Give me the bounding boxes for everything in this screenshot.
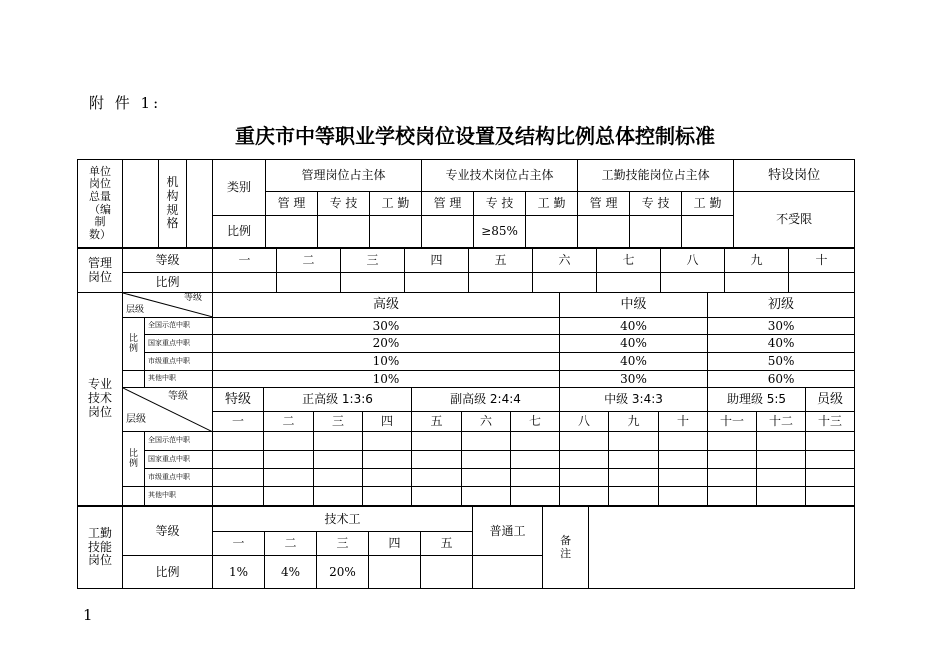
- service-posts-label: 工勤 技能 岗位: [78, 507, 123, 589]
- ratio-cell: 40%: [560, 335, 708, 353]
- school-type: 其他中职: [145, 487, 213, 506]
- sub-category: 工 勤: [526, 192, 578, 216]
- ratio-cell: 10%: [213, 353, 560, 371]
- management-posts-table: [77, 248, 855, 293]
- school-type: 国家重点中职: [145, 451, 213, 469]
- ratio-vertical-label: 比 例: [123, 432, 145, 487]
- document-title: 重庆市中等职业学校岗位设置及结构比例总体控制标准: [235, 124, 715, 148]
- group-service: 工勤技能岗位占主体: [578, 160, 734, 192]
- level-cell: 七: [511, 412, 560, 432]
- ratio-cell: [213, 273, 277, 293]
- ratio-cell: [341, 273, 405, 293]
- level-cell: 五: [412, 412, 462, 432]
- category-label: 类别: [213, 160, 266, 216]
- level-cell: 三: [314, 412, 363, 432]
- blank-cell: [123, 371, 145, 388]
- level-cell: 六: [533, 249, 597, 273]
- level-cell: 十一: [708, 412, 757, 432]
- ratio-cell: [370, 216, 422, 248]
- level-cell: 四: [405, 249, 469, 273]
- school-type: 全国示范中职: [145, 432, 213, 451]
- level-cell: 十二: [757, 412, 806, 432]
- middle-header: 中级: [560, 293, 708, 318]
- sub-category: 专 技: [630, 192, 682, 216]
- level-cell: 六: [462, 412, 511, 432]
- org-scale-header: 机 构 规 格: [159, 160, 187, 248]
- diagonal-header-cell: [123, 293, 213, 318]
- ratio-cell: [661, 273, 725, 293]
- page-number: 1: [83, 606, 93, 624]
- junior-header: 初级: [708, 293, 855, 318]
- level-cell: 一: [213, 532, 265, 556]
- ratio-cell: [597, 273, 661, 293]
- ratio-cell: [469, 273, 533, 293]
- blank-cell: [187, 160, 213, 248]
- level-cell: 二: [277, 249, 341, 273]
- grade-group-special: 特级: [213, 388, 264, 412]
- ratio-cell: 20%: [213, 335, 560, 353]
- sub-category: 工 勤: [370, 192, 422, 216]
- level-cell: 十三: [806, 412, 855, 432]
- ratio-cell: 50%: [708, 353, 855, 371]
- level-cell: 五: [469, 249, 533, 273]
- ratio-cell: ≥85%: [474, 216, 526, 248]
- level-cell: 一: [213, 412, 264, 432]
- professional-posts-label: 专业 技术 岗位: [78, 293, 123, 506]
- ratio-cell: [405, 273, 469, 293]
- blank-cell: [123, 160, 159, 248]
- ratio-vertical-label: 比 例: [123, 318, 145, 371]
- level-cell: 二: [265, 532, 317, 556]
- ratio-cell: [318, 216, 370, 248]
- level-cell: 四: [363, 412, 412, 432]
- ratio-cell: [725, 273, 789, 293]
- attachment-label: 附 件 1:: [89, 94, 162, 112]
- ratio-cell: [578, 216, 630, 248]
- grade-group-assistant: 助理级 5:5: [708, 388, 806, 412]
- ratio-cell: [266, 216, 318, 248]
- level-cell: 五: [421, 532, 473, 556]
- school-type: 市级重点中职: [145, 469, 213, 487]
- sub-category: 管 理: [266, 192, 318, 216]
- ratio-cell: 30%: [560, 371, 708, 388]
- ratio-cell: [630, 216, 682, 248]
- sub-category: 工 勤: [682, 192, 734, 216]
- level-cell: 十: [659, 412, 708, 432]
- grade-group-deputy-senior: 副高级 2:4:4: [412, 388, 560, 412]
- level-cell: 一: [213, 249, 277, 273]
- school-type: 全国示范中职: [145, 318, 213, 335]
- ratio-cell: [369, 556, 421, 589]
- sub-category: 专 技: [474, 192, 526, 216]
- service-posts-table: [77, 506, 855, 589]
- remark-content: [589, 507, 855, 589]
- diagonal-header-cell: [123, 388, 213, 432]
- tech-worker-header: 技术工: [213, 507, 473, 532]
- ratio-cell: 20%: [317, 556, 369, 589]
- sub-category: 管 理: [422, 192, 474, 216]
- school-type: 市级重点中职: [145, 353, 213, 371]
- group-management: 管理岗位占主体: [266, 160, 422, 192]
- sub-category: 管 理: [578, 192, 630, 216]
- ratio-cell: [422, 216, 474, 248]
- sub-category: 专 技: [318, 192, 370, 216]
- ratio-cell: 40%: [560, 318, 708, 335]
- level-cell: 八: [661, 249, 725, 273]
- ratio-cell: 40%: [560, 353, 708, 371]
- remark-label: 备 注: [543, 507, 589, 589]
- diagonal-layer-label: 层级: [126, 413, 146, 425]
- ratio-cell: 1%: [213, 556, 265, 589]
- diagonal-grade-label: 等级: [183, 293, 202, 303]
- level-cell: 二: [264, 412, 314, 432]
- level-cell: 七: [597, 249, 661, 273]
- ratio-cell: 10%: [213, 371, 560, 388]
- grade-group-clerk: 员级: [806, 388, 855, 412]
- ratio-cell: [277, 273, 341, 293]
- ratio-cell: [533, 273, 597, 293]
- unit-total-posts-header: 单位 岗位 总量 （编 制 数）: [78, 160, 123, 248]
- ratio-cell: 40%: [708, 335, 855, 353]
- ratio-cell: [682, 216, 734, 248]
- diagonal-grade-label: 等级: [168, 391, 188, 402]
- grade-label: 等级: [123, 507, 213, 556]
- level-cell: 四: [369, 532, 421, 556]
- level-cell: 八: [560, 412, 609, 432]
- ratio-cell: [789, 273, 855, 293]
- ratio-label: 比例: [123, 273, 213, 293]
- blank-cell: [123, 487, 145, 506]
- unrestricted-text: 不受限: [734, 192, 855, 248]
- management-posts-label: 管理 岗位: [78, 249, 123, 293]
- ratio-label: 比例: [213, 216, 266, 248]
- senior-header: 高级: [213, 293, 560, 318]
- ratio-cell: [526, 216, 578, 248]
- level-cell: 十: [789, 249, 855, 273]
- special-posts-header: 特设岗位: [734, 160, 855, 192]
- ratio-cell: 60%: [708, 371, 855, 388]
- level-cell: 九: [609, 412, 659, 432]
- ratio-cell: 4%: [265, 556, 317, 589]
- grade-label: 等级: [123, 249, 213, 273]
- level-cell: 九: [725, 249, 789, 273]
- ratio-cell: [473, 556, 543, 589]
- ratio-cell: 30%: [708, 318, 855, 335]
- diagonal-layer-label: 层级: [126, 304, 145, 315]
- grade-group-middle: 中级 3:4:3: [560, 388, 708, 412]
- professional-posts-table: [77, 292, 855, 506]
- ratio-cell: [421, 556, 473, 589]
- level-cell: 三: [317, 532, 369, 556]
- ratio-cell: 30%: [213, 318, 560, 335]
- school-type: 国家重点中职: [145, 335, 213, 353]
- school-type: 其他中职: [145, 371, 213, 388]
- category-table: [77, 159, 855, 248]
- group-professional: 专业技术岗位占主体: [422, 160, 578, 192]
- ratio-label: 比例: [123, 556, 213, 589]
- general-worker-header: 普通工: [473, 507, 543, 556]
- level-cell: 三: [341, 249, 405, 273]
- grade-group-full-senior: 正高级 1:3:6: [264, 388, 412, 412]
